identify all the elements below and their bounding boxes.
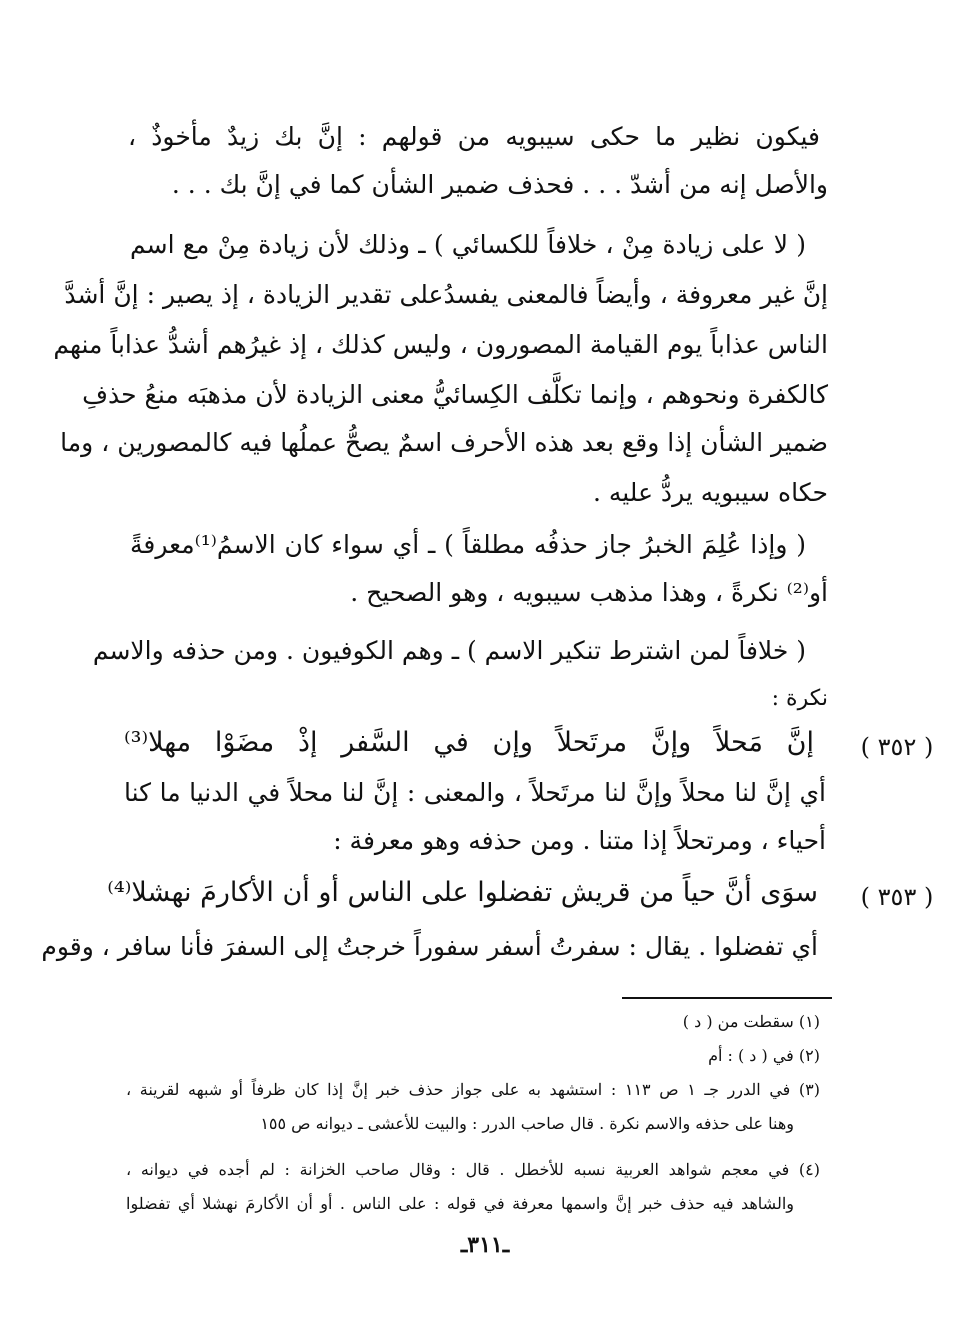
text-line: الناس عذاباً يوم القيامة المصورون ، وليس كذلك ، إذ غيرُهم أشدُّ عذاباً منهم <box>53 330 828 359</box>
text-line: أو⁽²⁾ نكرةً ، وهذا مذهب سيبويه ، وهو الصحيح . <box>350 578 828 607</box>
verse-number: ( ٣٥٢ ) <box>860 733 934 761</box>
footnote-separator <box>622 997 832 999</box>
text-line: ضمير الشأن إذا وقع بعد هذه الأحرف اسمٌ يصحُّ عملُها فيه كالمصورين ، وما <box>60 428 828 457</box>
text-line: والأصل إنه من أشدّ . . . فحذف ضمير الشأن كما في إنَّ بك . . . <box>171 170 828 199</box>
text-line: نكرة : <box>771 686 828 711</box>
text-line: ( وإذا عُلِمَ الخبرُ جاز حذفُه مطلقاً ) ـ أي سواء كان الاسمُ⁽¹⁾معرفةً <box>130 530 806 559</box>
verse-line: إنَّ مَحلاً وإنَّ مرتَحلاً وإن في السَّفر إذْ مضَوْا مهلا⁽³⁾ <box>124 727 814 758</box>
text-line: ( خلافاً لمن اشترط تنكير الاسم ) ـ وهم الكوفيون . ومن حذفه والاسم <box>92 636 806 665</box>
footnote: (٤) في معجم شواهد العربية نسبه للأخطل . قال : وقال صاحب الخزانة : لم أجده في ديوانه ، <box>126 1160 820 1179</box>
verse-number: ( ٣٥٣ ) <box>860 883 934 911</box>
text-line: فيكون نظير ما حكى سيبويه من قولهم : إنَّ بك زيدٌ مأخوذٌ ، <box>128 122 820 151</box>
footnote: (٢) في ( د ) : أم <box>708 1046 820 1065</box>
footnote: (٣) في الدرر جـ ١ ص ١١٣ : استشهد به على جواز حذف خبر إنَّ إذا كان ظرفاً أو شبهه لقرينة ، <box>126 1080 821 1099</box>
footnote: والشاهد فيه حذف خبر إنَّ واسمها معرفة في قوله : على الناس . أو أن الأكارمَ نهشلا أي تفضلوا <box>126 1194 794 1213</box>
text-line: أي إنَّ لنا محلاً وإنَّ لنا مرتَحلاً ، والمعنى : إنَّ لنا محلاً في الدنيا ما كنا <box>124 778 826 807</box>
verse-line: سوَى أنَّ حياً من قريش تفضلوا على الناس أو أن الأكارمَ نهشلا⁽⁴⁾ <box>107 877 818 908</box>
text-line: كالكفرة ونحوهم ، وإنما تكلَّف الكِسائيُّ معنى الزيادة لأن مذهبَه منعُ حذفِ <box>82 380 828 409</box>
page-number: ـ٣١١ـ <box>460 1232 510 1258</box>
text-line: أحياء ، ومرتحلاً إذا متنا . ومن حذفه وهو معرفة : <box>333 826 826 855</box>
footnote: (١) سقطت من ( د ) <box>682 1012 820 1031</box>
text-line: أي تفضلوا . يقال : سفرتُ أسفر سفوراً خرجتُ إلى السفرَ فأنا سافر ، وقوم <box>41 932 818 961</box>
text-line: إنَّ غير معروفة ، وأيضاً فالمعنى يفسدُعلى تقدير الزيادة ، إذ يصير : إنَّ أشدَّ <box>64 280 828 309</box>
text-line: حكاه سيبويه يردُّ عليه . <box>592 478 828 507</box>
footnote: وهنا على حذفه والاسم نكرة . قال صاحب الدرر : والبيت للأعشى ـ ديوانه ص ١٥٥ <box>260 1114 794 1133</box>
text-line: ( لا على زيادة مِنْ ، خلافاً للكسائي ) ـ وذلك لأن زيادة مِنْ مع اسم <box>130 230 806 259</box>
